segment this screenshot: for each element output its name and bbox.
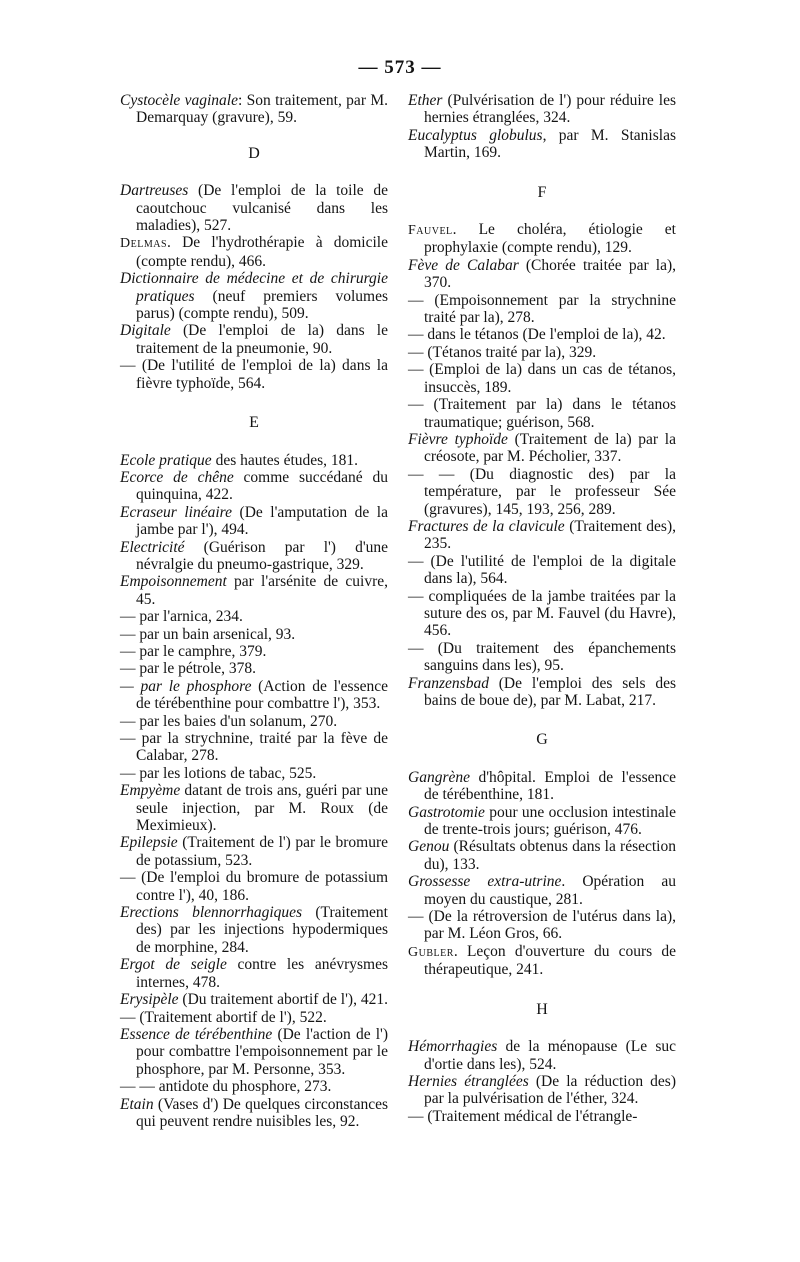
index-entry bbox=[408, 640, 676, 675]
entry-text: — (Empoisonnement par la strychnine traité par la), 278. bbox=[408, 291, 676, 327]
entry-text: . Leçon d'ouverture du cours de thérapeutique, 241. bbox=[424, 942, 676, 979]
entry-heading: Fractures de la clavicule bbox=[408, 517, 565, 535]
entry-heading: Gangrène bbox=[408, 768, 470, 786]
entry-text: (De l'amputation de la jambe par l'), 494. bbox=[136, 503, 388, 539]
section-letter: D bbox=[248, 144, 260, 162]
entry-heading: Hémorrhagies bbox=[408, 1038, 498, 1056]
entry-text: — (Du traitement des épanchements sanguins dans les), 95. bbox=[408, 639, 676, 675]
index-entry bbox=[120, 1096, 388, 1131]
index-entry bbox=[408, 396, 676, 431]
entry-text: — dans le tétanos (De l'emploi de la), 42. bbox=[408, 326, 666, 344]
index-entry bbox=[408, 361, 676, 396]
entry-text: . Opération au moyen du caustique, 281. bbox=[424, 873, 676, 908]
entry-text: (Traitement des) par les injections hypodermiques de morphine, 284. bbox=[136, 904, 388, 956]
index-entry bbox=[120, 1026, 388, 1078]
entry-text: (Action de l'essence de térébenthine pour combattre l'), 353. bbox=[136, 677, 388, 713]
index-entry bbox=[120, 660, 388, 677]
entry-text: . De l'hydrothérapie à domicile (compte rendu), 466. bbox=[136, 234, 388, 270]
entry-heading: Erections blennorrhagiques bbox=[120, 904, 303, 922]
index-entry bbox=[408, 588, 676, 640]
entry-text: — par le pétrole, 378. bbox=[120, 660, 257, 678]
index-entry bbox=[120, 782, 388, 834]
entry-text: (Traitement de l') par le bromure de potassium, 523. bbox=[136, 834, 388, 869]
entry-text: — (Traitement par la) dans le tétanos traumatique; guérison, 568. bbox=[408, 396, 676, 431]
index-entry bbox=[120, 182, 388, 234]
entry-text: — (Tétanos traité par la), 329. bbox=[408, 343, 597, 361]
entry-text: — par les lotions de tabac, 525. bbox=[120, 764, 317, 782]
index-entry bbox=[120, 573, 388, 608]
entry-text: (Résultats obtenus dans la résection du), 133. bbox=[424, 838, 676, 873]
index-entry bbox=[120, 869, 388, 904]
index-entry bbox=[408, 804, 676, 839]
entry-heading: Empyème bbox=[120, 782, 181, 800]
entry-text: (Traitement des), 235. bbox=[424, 517, 676, 553]
index-entry bbox=[408, 1038, 676, 1073]
index-entry bbox=[120, 834, 388, 869]
entry-heading: Empoisonnement bbox=[120, 573, 227, 591]
index-entry bbox=[120, 322, 388, 357]
index-entry bbox=[120, 469, 388, 504]
index-entry bbox=[408, 838, 676, 873]
entry-heading: Dartreuses bbox=[120, 182, 189, 200]
entry-text: (De l'action de l') pour combattre l'empoisonnement par le phosphore, par M. Personne, 353. bbox=[136, 1025, 388, 1078]
entry-heading: Erysipèle bbox=[120, 991, 179, 1009]
entry-text: (Traitement de la) par la créosote, par M. Pécholier, 337. bbox=[424, 430, 676, 466]
entry-text: — par l'arnica, 234. bbox=[120, 608, 243, 626]
entry-heading: Electricité bbox=[120, 538, 185, 556]
entry-heading: Essence de térébenthine bbox=[120, 1025, 273, 1043]
index-entry bbox=[120, 956, 388, 991]
index-entry bbox=[120, 713, 388, 730]
entry-heading: Ecraseur linéaire bbox=[120, 503, 232, 521]
index-entry bbox=[408, 1108, 676, 1125]
entry-text: — par la strychnine, traité par la fève de Calabar, 278. bbox=[120, 730, 388, 765]
index-column-right bbox=[408, 92, 676, 1125]
entry-heading: Etain bbox=[120, 1095, 154, 1113]
index-entry bbox=[408, 1073, 676, 1108]
entry-text: — (De l'utilité de l'emploi de la) dans la fièvre typhoïde, 564. bbox=[120, 357, 388, 392]
entry-heading: Ether bbox=[408, 92, 443, 109]
index-entry bbox=[408, 344, 676, 361]
entry-text: — — (Du diagnostic des) par la température, par le professeur Sée (gravures), 145, 193, 256, 289. bbox=[408, 465, 676, 518]
index-entry bbox=[408, 769, 676, 804]
entry-text: — (De l'utilité de l'emploi de la digitale dans la), 564. bbox=[408, 552, 676, 588]
entry-text: — (De la rétroversion de l'utérus dans la), par M. Léon Gros, 66. bbox=[408, 908, 676, 943]
index-entry bbox=[120, 357, 388, 392]
index-entry bbox=[408, 92, 676, 127]
section-letter: G bbox=[536, 731, 548, 749]
index-entry bbox=[120, 608, 388, 625]
section-letter: H bbox=[536, 1000, 548, 1018]
index-entry bbox=[408, 292, 676, 327]
entry-heading: Fauvel bbox=[408, 223, 453, 239]
index-entry bbox=[120, 643, 388, 660]
index-entry bbox=[120, 539, 388, 574]
entry-text: (Du traitement abortif de l'), 421. bbox=[178, 991, 388, 1009]
entry-heading: Ecole pratique bbox=[120, 451, 212, 469]
index-entry bbox=[120, 765, 388, 782]
entry-text: de la ménopause (Le suc d'ortie dans les), 524. bbox=[424, 1038, 676, 1073]
entry-text: (Guérison par l') d'une névralgie du pneumo-gastrique, 329. bbox=[136, 538, 388, 573]
entry-text: datant de trois ans, guéri par une seule injection, par M. Roux (de Meximieux). bbox=[136, 782, 388, 835]
entry-text: comme succédané du quinquina, 422. bbox=[136, 468, 388, 504]
index-entry bbox=[408, 943, 676, 979]
entry-heading: Epilepsie bbox=[120, 834, 178, 852]
index-entry bbox=[120, 92, 388, 127]
entry-text: . Le choléra, étiologie et prophylaxie (compte rendu), 129. bbox=[424, 221, 676, 257]
index-entry bbox=[408, 431, 676, 466]
index-entry bbox=[408, 553, 676, 588]
entry-text: d'hôpital. Emploi de l'essence de térébenthine, 181. bbox=[424, 768, 676, 804]
index-entry bbox=[120, 234, 388, 270]
section-letter: F bbox=[537, 183, 547, 201]
entry-text: (Chorée traitée par la), 370. bbox=[424, 256, 677, 292]
entry-text: (De l'emploi de la toile de caoutchouc vulcanisé dans les maladies), 527. bbox=[136, 182, 388, 235]
entry-text: pour une occlusion intestinale de trente-trois jours; guérison, 476. bbox=[424, 803, 676, 839]
entry-heading: Franzensbad bbox=[408, 674, 489, 692]
entry-text: — compliquées de la jambe traitées par la suture des os, par M. Fauvel (du Havre), 456. bbox=[408, 587, 676, 640]
index-entry bbox=[120, 904, 388, 956]
entry-heading: Digitale bbox=[120, 322, 171, 340]
entry-text: (De l'emploi de la) dans le traitement de la pneumonie, 90. bbox=[136, 322, 388, 357]
index-entry bbox=[120, 730, 388, 765]
entry-text: (neuf premiers volumes parus) (compte rendu), 509. bbox=[136, 287, 388, 323]
page-number: — 573 — bbox=[358, 57, 442, 78]
section-letter: E bbox=[249, 414, 259, 432]
index-entry bbox=[120, 504, 388, 539]
index-entry bbox=[120, 270, 388, 322]
entry-text: par l'arsénite de cuivre, 45. bbox=[136, 573, 388, 608]
entry-text: — (Traitement médical de l'étrangle- bbox=[408, 1107, 638, 1125]
index-entry bbox=[120, 678, 388, 713]
entry-heading: Genou bbox=[408, 838, 450, 856]
index-entry bbox=[408, 127, 676, 162]
entry-text: (Vases d') De quelques circonstances qui peuvent rendre nuisibles les, 92. bbox=[136, 1095, 388, 1130]
entry-text: — par un bain arsenical, 93. bbox=[120, 625, 296, 643]
entry-text: (De l'emploi des sels des bains de boue de), par M. Labat, 217. bbox=[424, 674, 676, 709]
index-entry bbox=[120, 1009, 388, 1026]
index-entry bbox=[408, 466, 676, 518]
index-entry bbox=[408, 518, 676, 553]
entry-heading: Dictionnaire de médecine et de chirurgie pratiques bbox=[120, 270, 388, 305]
entry-heading: Gubler bbox=[408, 944, 454, 960]
entry-heading: Gastrotomie bbox=[408, 803, 485, 821]
entry-text: — (De l'emploi du bromure de potassium contre l'), 40, 186. bbox=[120, 869, 388, 904]
entry-heading: Ergot de seigle bbox=[120, 956, 227, 974]
index-entry bbox=[120, 991, 388, 1008]
entry-heading: Hernies étranglées bbox=[408, 1072, 529, 1090]
entry-text: : Son traitement, par M. Demarquay (gravure), 59. bbox=[136, 92, 388, 127]
entry-text: — par les baies d'un solanum, 270. bbox=[120, 712, 338, 730]
index-entry bbox=[408, 908, 676, 943]
entry-heading: Grossesse extra-utrine bbox=[408, 873, 562, 891]
index-entry bbox=[408, 221, 676, 257]
index-entry bbox=[120, 1078, 388, 1095]
index-entry bbox=[408, 326, 676, 343]
entry-heading: Eucalyptus globulus bbox=[408, 126, 543, 144]
index-entry bbox=[120, 626, 388, 643]
entry-text: — (Emploi de la) dans un cas de tétanos, insuccès, 189. bbox=[408, 361, 676, 396]
entry-text: contre les anévrysmes internes, 478. bbox=[136, 956, 388, 991]
index-entry bbox=[408, 675, 676, 710]
entry-heading: Ecorce de chêne bbox=[120, 468, 234, 486]
index-column-left bbox=[120, 92, 388, 1130]
entry-heading: Fève de Calabar bbox=[408, 256, 519, 274]
index-entry bbox=[120, 452, 388, 469]
entry-text: (Pulvérisation de l') pour réduire les hernies étranglées, 324. bbox=[424, 92, 676, 127]
entry-heading: Fièvre typhoïde bbox=[408, 430, 508, 448]
entry-text: , par M. Stanislas Martin, 169. bbox=[424, 126, 676, 162]
entry-text: — (Traitement abortif de l'), 522. bbox=[120, 1008, 327, 1026]
entry-heading: Delmas bbox=[120, 236, 168, 252]
entry-text: des hautes études, 181. bbox=[211, 451, 359, 469]
entry-heading: — par le phosphore bbox=[120, 677, 252, 695]
index-entry bbox=[408, 257, 676, 292]
entry-text: (De la réduction des) par la pulvérisation de l'éther, 324. bbox=[424, 1072, 677, 1108]
entry-heading: Cystocèle vaginale bbox=[120, 92, 238, 109]
index-entry bbox=[408, 873, 676, 908]
entry-text: — — antidote du phosphore, 273. bbox=[120, 1078, 332, 1096]
entry-text: — par le camphre, 379. bbox=[120, 642, 267, 660]
